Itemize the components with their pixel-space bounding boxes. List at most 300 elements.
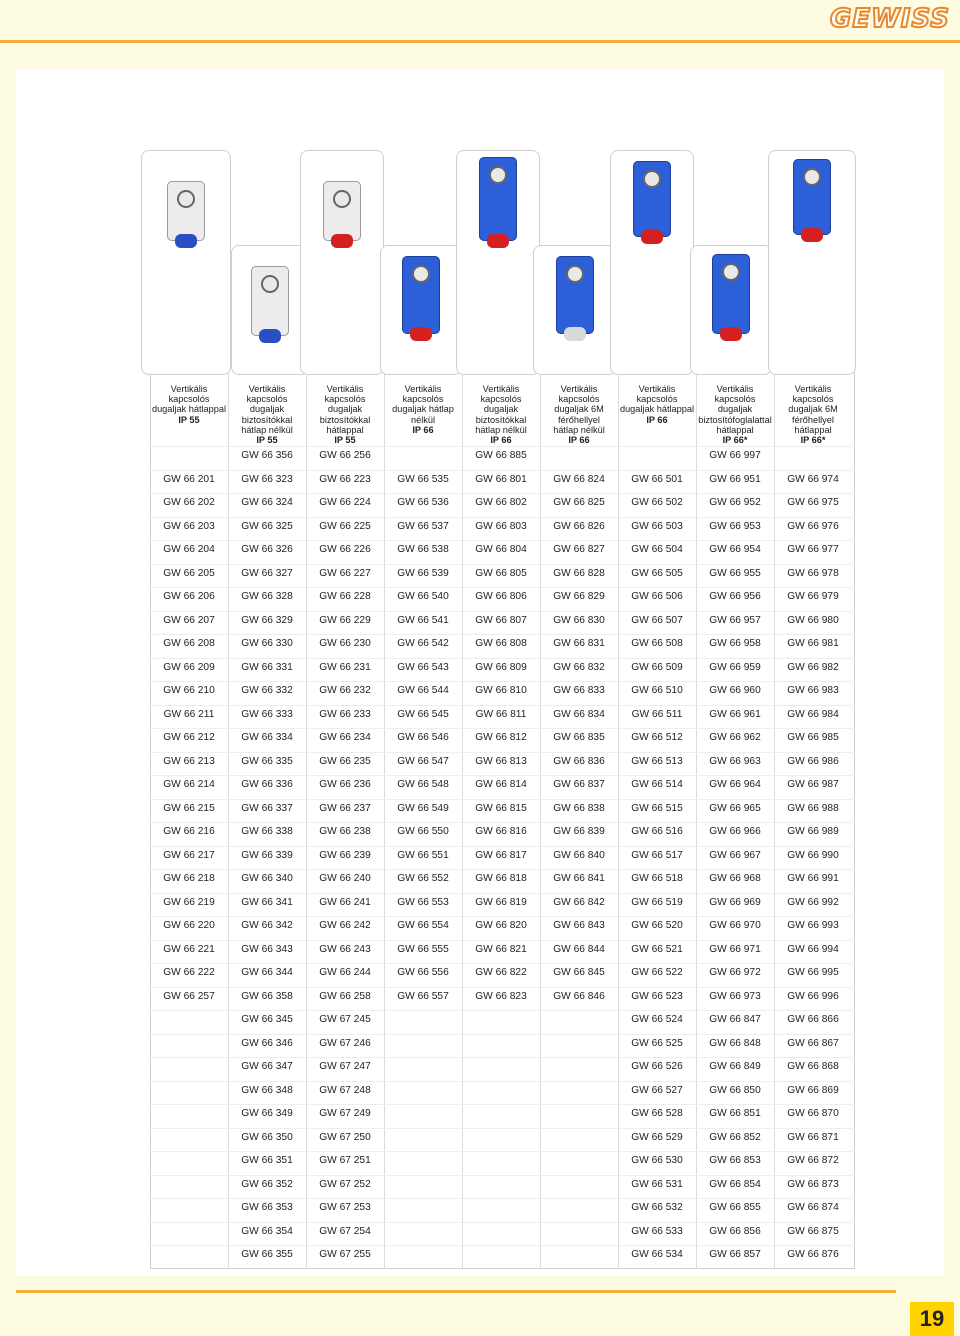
- table-cell: GW 66 975: [787, 497, 839, 508]
- table-cell: GW 66 539: [397, 567, 449, 579]
- table-cell: GW 66 232: [319, 685, 371, 696]
- table-cell: GW 66 541: [397, 614, 449, 626]
- socket-outlet-icon: [175, 234, 197, 248]
- column-header-line: Vertikális kapcsolós: [324, 384, 366, 405]
- table-cell: GW 66 850: [709, 1084, 761, 1096]
- table-cell: GW 66 832: [553, 661, 605, 673]
- table-cell: GW 66 840: [553, 849, 605, 861]
- right-margin: [944, 70, 960, 1280]
- table-cell: GW 66 214: [163, 779, 215, 790]
- table-row-divider: [150, 1010, 855, 1011]
- table-cell: GW 66 953: [709, 520, 761, 532]
- table-cell: GW 67 254: [319, 1225, 371, 1237]
- table-cell: GW 66 976: [787, 520, 839, 532]
- table-cell: GW 66 331: [241, 661, 293, 673]
- table-cell: GW 66 337: [241, 802, 293, 814]
- ip-rating: IP 66*: [800, 435, 826, 446]
- table-row-divider: [150, 1128, 855, 1129]
- table-cell: GW 66 836: [553, 755, 605, 767]
- table-cell: GW 66 531: [631, 1178, 683, 1190]
- table-cell: GW 66 527: [631, 1084, 683, 1096]
- column-header: [540, 384, 618, 445]
- table-row-divider: [150, 893, 855, 894]
- table-row-divider: [150, 1081, 855, 1082]
- table-cell: GW 66 826: [553, 520, 605, 532]
- table-cell: GW 66 866: [787, 1014, 839, 1025]
- socket-blue-6m-backplate-icon: [793, 159, 831, 235]
- table-row-divider: [150, 1151, 855, 1152]
- table-cell: GW 66 209: [163, 661, 215, 673]
- table-cell: GW 66 502: [631, 497, 683, 508]
- column-header-line: dugaljak biztosítófoglalattal: [698, 404, 772, 425]
- column-header-line: dugaljak biztosítókkal: [241, 404, 293, 425]
- rotary-switch-icon: [333, 190, 351, 208]
- table-cell: GW 66 215: [163, 802, 215, 814]
- table-cell: GW 66 538: [397, 544, 449, 555]
- table-cell: GW 66 855: [709, 1202, 761, 1213]
- table-cell: GW 66 336: [241, 779, 293, 790]
- table-cell: GW 66 815: [475, 802, 527, 814]
- table-cell: GW 66 342: [241, 920, 293, 931]
- table-cell: GW 66 244: [319, 967, 371, 978]
- table-cell: GW 66 521: [631, 943, 683, 955]
- table-cell: GW 66 226: [319, 544, 371, 555]
- table-cell: GW 66 995: [787, 967, 839, 978]
- rotary-switch-icon: [412, 265, 430, 283]
- table-cell: GW 67 248: [319, 1084, 371, 1096]
- table-cell: GW 66 512: [631, 732, 683, 743]
- table-cell: GW 66 217: [163, 849, 215, 861]
- table-cell: GW 67 246: [319, 1037, 371, 1049]
- table-cell: GW 66 229: [319, 614, 371, 626]
- table-row-divider: [150, 1104, 855, 1105]
- column-header-line: dugaljak hátlappal: [619, 404, 695, 415]
- table-cell: GW 66 235: [319, 755, 371, 767]
- table-cell: GW 66 960: [709, 685, 761, 696]
- table-cell: GW 66 220: [163, 920, 215, 931]
- table-row-divider: [150, 446, 855, 447]
- table-cell: GW 66 812: [475, 732, 527, 743]
- table-cell: GW 66 805: [475, 567, 527, 579]
- table-cell: GW 66 979: [787, 591, 839, 602]
- table-cell: GW 66 525: [631, 1037, 683, 1049]
- table-cell: GW 66 523: [631, 990, 683, 1002]
- product-card: [380, 245, 462, 375]
- socket-blue-fuseholder-icon: [712, 254, 750, 334]
- ip-rating: IP 66: [568, 435, 590, 446]
- table-cell: GW 66 345: [241, 1014, 293, 1025]
- table-cell: GW 66 353: [241, 1202, 293, 1213]
- table-cell: GW 66 969: [709, 896, 761, 908]
- table-cell: GW 66 816: [475, 826, 527, 837]
- table-cell: GW 66 852: [709, 1131, 761, 1143]
- table-cell: GW 66 504: [631, 544, 683, 555]
- table-cell: GW 66 956: [709, 591, 761, 602]
- table-cell: GW 66 543: [397, 661, 449, 673]
- table-cell: GW 66 212: [163, 732, 215, 743]
- table-cell: GW 66 221: [163, 943, 215, 955]
- table-cell: GW 66 257: [163, 990, 215, 1002]
- column-header: [462, 384, 540, 445]
- table-cell: GW 66 546: [397, 732, 449, 743]
- socket-blue-fuses-ip66-icon: [479, 157, 517, 241]
- header-band: [0, 0, 960, 70]
- table-cell: GW 66 516: [631, 826, 683, 837]
- table-cell: GW 66 875: [787, 1225, 839, 1237]
- table-cell: GW 66 323: [241, 473, 293, 485]
- table-cell: GW 66 978: [787, 567, 839, 579]
- table-cell: GW 66 231: [319, 661, 371, 673]
- table-cell: GW 66 230: [319, 638, 371, 649]
- table-cell: GW 66 242: [319, 920, 371, 931]
- column-header-line: dugaljak hátlappal: [151, 404, 227, 415]
- table-row-divider: [150, 822, 855, 823]
- table-cell: GW 66 206: [163, 591, 215, 602]
- socket-blue-backplate-icon: [633, 161, 671, 237]
- table-cell: GW 66 355: [241, 1249, 293, 1260]
- table-cell: GW 66 987: [787, 779, 839, 790]
- table-cell: GW 66 347: [241, 1061, 293, 1072]
- socket-grey-blue-fuses-icon: [251, 266, 289, 336]
- table-cell: GW 66 964: [709, 779, 761, 790]
- table-cell: GW 66 974: [787, 473, 839, 485]
- column-header-line: hátlap nélkül: [553, 424, 605, 435]
- table-cell: GW 66 350: [241, 1131, 293, 1143]
- table-cell: GW 66 503: [631, 520, 683, 532]
- table-cell: GW 66 526: [631, 1061, 683, 1072]
- table-cell: GW 66 228: [319, 591, 371, 602]
- table-cell: GW 66 972: [709, 967, 761, 978]
- rotary-switch-icon: [261, 275, 279, 293]
- table-cell: GW 67 255: [319, 1249, 371, 1260]
- column-header-line: hátlappal: [794, 424, 832, 435]
- table-row-divider: [150, 681, 855, 682]
- table-row-divider: [150, 705, 855, 706]
- table-cell: GW 66 511: [631, 708, 683, 720]
- table-cell: GW 66 825: [553, 497, 605, 508]
- table-cell: GW 66 885: [475, 450, 527, 461]
- table-cell: GW 66 811: [475, 708, 527, 720]
- ip-rating: IP 55: [178, 414, 200, 425]
- table-cell: GW 66 986: [787, 755, 839, 767]
- table-cell: GW 66 551: [397, 849, 449, 861]
- table-cell: GW 66 258: [319, 990, 371, 1002]
- table-row-divider: [150, 940, 855, 941]
- column-header-line: Vertikális kapcsolós: [246, 384, 288, 405]
- table-cell: GW 66 954: [709, 544, 761, 555]
- table-cell: GW 66 509: [631, 661, 683, 673]
- socket-outlet-icon: [720, 327, 742, 341]
- column-header-line: hátlap nélkül: [475, 424, 527, 435]
- table-cell: GW 66 341: [241, 896, 293, 908]
- table-cell: GW 66 988: [787, 802, 839, 814]
- table-cell: GW 66 550: [397, 826, 449, 837]
- column-header-line: Vertikális kapcsolós: [480, 384, 522, 405]
- table-cell: GW 66 351: [241, 1155, 293, 1166]
- table-cell: GW 66 996: [787, 990, 839, 1002]
- table-cell: GW 66 335: [241, 755, 293, 767]
- table-cell: GW 66 234: [319, 732, 371, 743]
- table-cell: GW 66 208: [163, 638, 215, 649]
- table-cell: GW 67 252: [319, 1178, 371, 1190]
- table-cell: GW 66 354: [241, 1225, 293, 1237]
- rotary-switch-icon: [489, 166, 507, 184]
- column-header: [228, 384, 306, 445]
- table-cell: GW 66 876: [787, 1249, 839, 1260]
- table-row-divider: [150, 493, 855, 494]
- table-cell: GW 66 802: [475, 497, 527, 508]
- table-cell: GW 66 219: [163, 896, 215, 908]
- table-cell: GW 66 837: [553, 779, 605, 790]
- table-cell: GW 66 358: [241, 990, 293, 1002]
- column-header-line: Vertikális kapcsolós: [636, 384, 678, 405]
- table-cell: GW 66 238: [319, 826, 371, 837]
- table-cell: GW 66 874: [787, 1202, 839, 1213]
- table-cell: GW 67 245: [319, 1014, 371, 1025]
- table-cell: GW 66 849: [709, 1061, 761, 1072]
- ip-rating: IP 66: [412, 424, 434, 435]
- table-cell: GW 66 843: [553, 920, 605, 931]
- table-cell: GW 66 213: [163, 755, 215, 767]
- table-cell: GW 66 959: [709, 661, 761, 673]
- table-cell: GW 66 348: [241, 1084, 293, 1096]
- table-cell: GW 66 542: [397, 638, 449, 649]
- table-cell: GW 66 804: [475, 544, 527, 555]
- table-cell: GW 66 519: [631, 896, 683, 908]
- table-cell: GW 66 328: [241, 591, 293, 602]
- table-cell: GW 66 339: [241, 849, 293, 861]
- table-cell: GW 66 807: [475, 614, 527, 626]
- header-rule: [0, 40, 960, 43]
- table-cell: GW 66 352: [241, 1178, 293, 1190]
- table-row-divider: [150, 728, 855, 729]
- column-header-line: hátlappal: [716, 424, 754, 435]
- page-number: 19: [910, 1302, 954, 1336]
- table-row-divider: [150, 752, 855, 753]
- table-row-divider: [150, 540, 855, 541]
- table-cell: GW 66 982: [787, 661, 839, 673]
- ip-rating: IP 55: [256, 435, 278, 446]
- table-cell: GW 66 349: [241, 1108, 293, 1119]
- table-cell: GW 66 518: [631, 873, 683, 884]
- table-row-divider: [150, 634, 855, 635]
- table-cell: GW 66 993: [787, 920, 839, 931]
- table-cell: GW 66 821: [475, 943, 527, 955]
- table-cell: GW 66 211: [163, 708, 215, 720]
- table-cell: GW 66 851: [709, 1108, 761, 1119]
- table-cell: GW 66 867: [787, 1037, 839, 1049]
- table-row-divider: [150, 1245, 855, 1246]
- table-cell: GW 66 854: [709, 1178, 761, 1190]
- table-cell: GW 66 240: [319, 873, 371, 884]
- table-cell: GW 66 973: [709, 990, 761, 1002]
- table-cell: GW 66 528: [631, 1108, 683, 1119]
- table-cell: GW 66 839: [553, 826, 605, 837]
- table-cell: GW 66 326: [241, 544, 293, 555]
- table-cell: GW 66 845: [553, 967, 605, 978]
- table-cell: GW 66 210: [163, 685, 215, 696]
- table-cell: GW 66 838: [553, 802, 605, 814]
- table-cell: GW 66 239: [319, 849, 371, 861]
- table-row-divider: [150, 611, 855, 612]
- table-cell: GW 66 981: [787, 638, 839, 649]
- table-cell: GW 66 817: [475, 849, 527, 861]
- table-cell: GW 66 965: [709, 802, 761, 814]
- table-cell: GW 66 522: [631, 967, 683, 978]
- table-cell: GW 66 540: [397, 591, 449, 602]
- table-cell: GW 66 955: [709, 567, 761, 579]
- table-cell: GW 66 853: [709, 1155, 761, 1166]
- table-cell: GW 66 957: [709, 614, 761, 626]
- table-cell: GW 67 250: [319, 1131, 371, 1143]
- column-header: [696, 384, 774, 445]
- table-cell: GW 66 513: [631, 755, 683, 767]
- table-cell: GW 66 216: [163, 826, 215, 837]
- ip-rating: IP 55: [334, 435, 356, 446]
- table-row-divider: [150, 517, 855, 518]
- column-header-line: Vertikális kapcsolós: [558, 384, 600, 405]
- table-cell: GW 66 534: [631, 1249, 683, 1260]
- table-cell: GW 66 532: [631, 1202, 683, 1213]
- table-cell: GW 66 818: [475, 873, 527, 884]
- table-cell: GW 66 961: [709, 708, 761, 720]
- table-cell: GW 66 507: [631, 614, 683, 626]
- table-cell: GW 66 545: [397, 708, 449, 720]
- product-card: [533, 245, 617, 375]
- table-cell: GW 66 808: [475, 638, 527, 649]
- column-header-line: dugaljak hátlap nélkül: [392, 404, 454, 425]
- table-cell: GW 66 338: [241, 826, 293, 837]
- ip-rating: IP 66: [646, 414, 668, 425]
- rotary-switch-icon: [643, 170, 661, 188]
- table-cell: GW 66 325: [241, 520, 293, 532]
- table-cell: GW 66 842: [553, 896, 605, 908]
- table-cell: GW 66 204: [163, 544, 215, 555]
- table-cell: GW 66 827: [553, 544, 605, 555]
- table-cell: GW 66 869: [787, 1084, 839, 1096]
- table-cell: GW 66 810: [475, 685, 527, 696]
- table-cell: GW 66 535: [397, 473, 449, 485]
- table-cell: GW 66 346: [241, 1037, 293, 1049]
- product-card: [231, 245, 309, 375]
- table-row-divider: [150, 564, 855, 565]
- table-cell: GW 66 557: [397, 990, 449, 1002]
- table-cell: GW 67 251: [319, 1155, 371, 1166]
- socket-outlet-icon: [641, 230, 663, 244]
- table-cell: GW 66 970: [709, 920, 761, 931]
- table-cell: GW 66 236: [319, 779, 371, 790]
- table-cell: GW 66 980: [787, 614, 839, 626]
- table-row-divider: [150, 1198, 855, 1199]
- product-card: [610, 150, 694, 375]
- table-cell: GW 66 514: [631, 779, 683, 790]
- table-cell: GW 66 553: [397, 896, 449, 908]
- table-cell: GW 66 536: [397, 497, 449, 508]
- table-row-divider: [150, 987, 855, 988]
- socket-blue-6m-icon: [556, 256, 594, 334]
- table-cell: GW 66 537: [397, 520, 449, 532]
- table-cell: GW 66 828: [553, 567, 605, 579]
- column-header-line: dugaljak 6M férőhellyel: [788, 404, 838, 425]
- table-cell: GW 66 856: [709, 1225, 761, 1237]
- table-cell: GW 66 985: [787, 732, 839, 743]
- product-card: [768, 150, 856, 375]
- socket-outlet-icon: [487, 234, 509, 248]
- table-cell: GW 66 334: [241, 732, 293, 743]
- table-cell: GW 66 983: [787, 685, 839, 696]
- table-cell: GW 66 994: [787, 943, 839, 955]
- column-header-line: Vertikális kapcsolós: [792, 384, 834, 405]
- table-cell: GW 66 554: [397, 920, 449, 931]
- table-cell: GW 66 501: [631, 473, 683, 485]
- table-cell: GW 66 549: [397, 802, 449, 814]
- table-cell: GW 66 831: [553, 638, 605, 649]
- socket-outlet-icon: [564, 327, 586, 341]
- table-cell: GW 66 971: [709, 943, 761, 955]
- table-cell: GW 66 505: [631, 567, 683, 579]
- table-cell: GW 66 823: [475, 990, 527, 1002]
- table-cell: GW 66 871: [787, 1131, 839, 1143]
- column-header: [618, 384, 696, 425]
- table-cell: GW 66 830: [553, 614, 605, 626]
- table-row-divider: [150, 846, 855, 847]
- table-cell: GW 66 547: [397, 755, 449, 767]
- table-cell: GW 66 968: [709, 873, 761, 884]
- rotary-switch-icon: [722, 263, 740, 281]
- table-cell: GW 66 520: [631, 920, 683, 931]
- table-cell: GW 66 992: [787, 896, 839, 908]
- table-cell: GW 66 803: [475, 520, 527, 532]
- product-card: [141, 150, 231, 375]
- table-cell: GW 66 544: [397, 685, 449, 696]
- table-cell: GW 66 332: [241, 685, 293, 696]
- table-cell: GW 66 857: [709, 1249, 761, 1260]
- table-cell: GW 66 529: [631, 1131, 683, 1143]
- table-cell: GW 66 834: [553, 708, 605, 720]
- table-row-divider: [150, 587, 855, 588]
- table-cell: GW 66 548: [397, 779, 449, 790]
- rotary-switch-icon: [803, 168, 821, 186]
- footer-rule: [16, 1290, 896, 1336]
- table-cell: GW 66 967: [709, 849, 761, 861]
- table-cell: GW 66 822: [475, 967, 527, 978]
- brand-logo: GEWISS: [830, 4, 950, 34]
- table-cell: GW 66 801: [475, 473, 527, 485]
- table-cell: GW 66 870: [787, 1108, 839, 1119]
- table-cell: GW 66 201: [163, 473, 215, 485]
- column-header-line: hátlap nélkül: [241, 424, 293, 435]
- table-cell: GW 66 962: [709, 732, 761, 743]
- column-header-line: Vertikális kapcsolós: [168, 384, 210, 405]
- column-header: [774, 384, 852, 445]
- table-cell: GW 66 819: [475, 896, 527, 908]
- product-card: [300, 150, 384, 375]
- column-header: [150, 384, 228, 425]
- table-cell: GW 66 207: [163, 614, 215, 626]
- table-row-divider: [150, 916, 855, 917]
- table-cell: GW 66 841: [553, 873, 605, 884]
- table-cell: GW 66 524: [631, 1014, 683, 1025]
- table-cell: GW 66 533: [631, 1225, 683, 1237]
- column-header: [384, 384, 462, 435]
- table-cell: GW 66 977: [787, 544, 839, 555]
- table-cell: GW 66 329: [241, 614, 293, 626]
- table-cell: GW 66 824: [553, 473, 605, 485]
- table-cell: GW 66 330: [241, 638, 293, 649]
- product-card: [456, 150, 540, 375]
- socket-grey-red-fuses-icon: [323, 181, 361, 241]
- table-cell: GW 66 813: [475, 755, 527, 767]
